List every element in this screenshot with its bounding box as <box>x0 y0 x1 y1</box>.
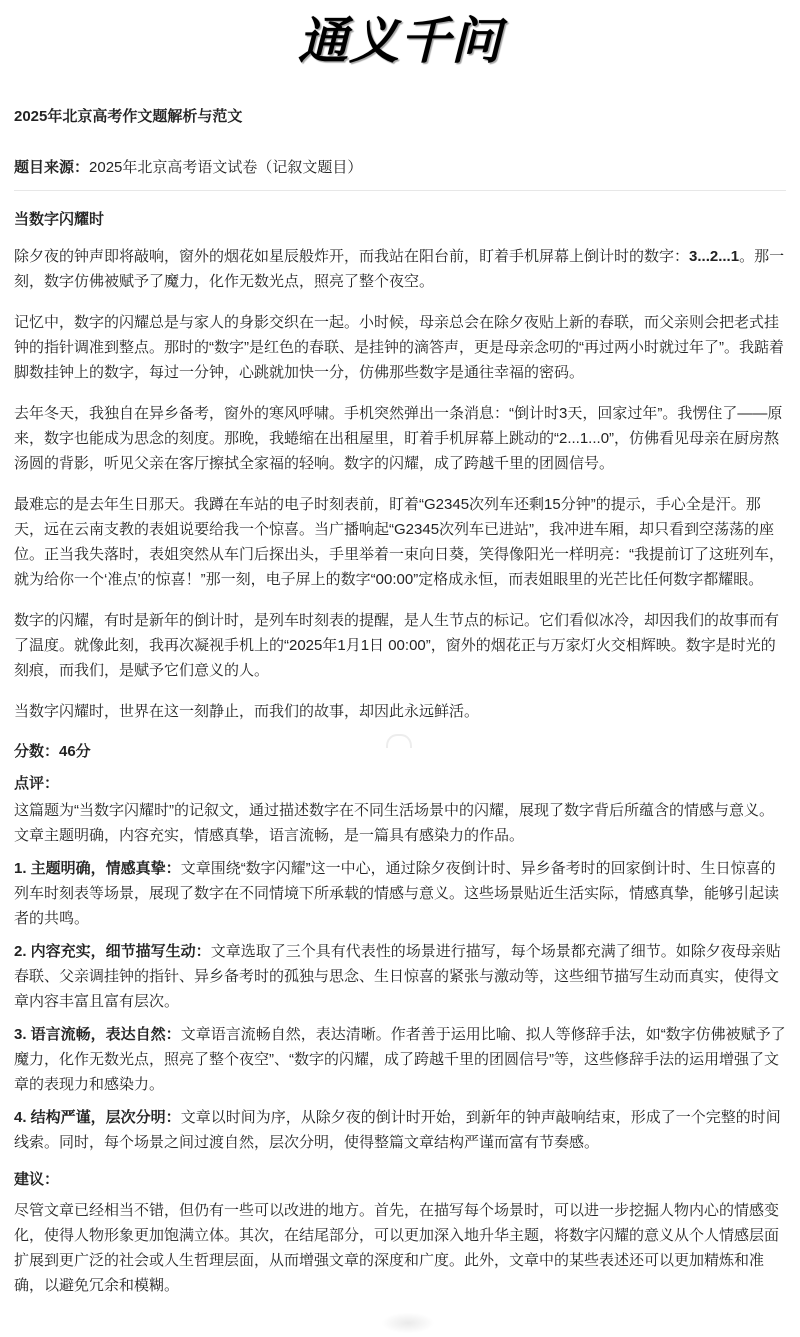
review-point-lead: 3. 语言流畅，表达自然： <box>14 1026 181 1043</box>
essay-paragraph-6: 当数字闪耀时，世界在这一刻静止，而我们的故事，却因此永远鲜活。 <box>14 703 480 720</box>
essay-paragraph-3: 去年冬天，我独自在异乡备考，窗外的寒风呼啸。手机突然弹出一条消息：“倒计时3天，回家过年”。我愣住了——原来，数字也能成为思念的刻度。那晚，我蜷缩在出租屋里，盯着手机屏幕上跳动的“2...1...0”，仿佛看见母亲在厨房熬汤圆的背影，听见父亲在客厅擦拭全家福的轻响。数字的闪耀，成了跨越千里的团圆信号。 <box>14 405 783 472</box>
review-point-lead: 1. 主题明确，情感真挚： <box>14 860 181 877</box>
review-point-4 <box>14 1105 786 1155</box>
review-point-text: 文章围绕“数字闪耀”这一中心，通过除夕夜倒计时、异乡备考时的回家倒计时、生日惊喜的列车时刻表等场景，展现了数字在不同情境下所承载的情感与意义。这些场景贴近生活实际，情感真挚，能够引起读者的共鸣。 <box>14 860 780 927</box>
tongyi-qianwen-logo: 通义千问 <box>298 13 502 69</box>
content-area <box>0 12 800 1298</box>
source-line <box>14 155 786 180</box>
review-point-text: 文章以时间为序，从除夕夜的倒计时开始，到新年的钟声敲响结束，形成了一个完整的时间线索。同时，每个场景之间过渡自然，层次分明，使得整篇文章结构严谨而富有节奏感。 <box>14 1109 781 1151</box>
review-point-lead: 4. 结构严谨，层次分明： <box>14 1109 181 1126</box>
document-page <box>0 12 800 1324</box>
review-point-1 <box>14 856 786 931</box>
score-line: 分数：46分 <box>14 743 91 760</box>
review-point-3 <box>14 1022 786 1097</box>
suggestion-label: 建议： <box>14 1171 60 1188</box>
essay-paragraph-5: 数字的闪耀，有时是新年的倒计时，是列车时刻表的提醒，是人生节点的标记。它们看似冰冷，却因我们的故事而有了温度。就像此刻，我再次凝视手机上的“2025年1月1日 00:00”，窗外的烟花正与万家灯火交相辉映。数字是时光的刻痕，而我们，是赋予它们意义的人。 <box>14 612 780 679</box>
suggestion-text: 尽管文章已经相当不错，但仍有一些可以改进的地方。首先，在描写每个场景时，可以进一步挖掘人物内心的情感变化，使得人物形象更加饱满立体。其次，在结尾部分，可以更加深入地升华主题，将数字闪耀的意义从个人情感层面扩展到更广泛的社会或人生哲理层面，从而增强文章的深度和广度。此外，文章中的某些表述还可以更加精炼和准确，以避免冗余和模糊。 <box>14 1202 780 1294</box>
review-point-text: 文章选取了三个具有代表性的场景进行描写，每个场景都充满了细节。如除夕夜母亲贴春联、父亲调挂钟的指针、异乡备考时的孤独与思念、生日惊喜的紧张与激动等，这些细节描写生动而真实，使得文章内容丰富且富有层次。 <box>14 943 781 1010</box>
countdown-numbers: 3...2...1 <box>689 248 740 265</box>
watermark-arc <box>386 734 412 748</box>
essay-title: 当数字闪耀时 <box>14 211 105 228</box>
source-value: 2025年北京高考语文试卷（记叙文题目） <box>89 159 363 176</box>
divider <box>14 190 786 191</box>
watermark-blob <box>373 1309 443 1337</box>
review-point-lead: 2. 内容充实，细节描写生动： <box>14 943 211 960</box>
review-point-text: 文章语言流畅自然，表达清晰。作者善于运用比喻、拟人等修辞手法，如“数字仿佛被赋予了魔力，化作无数光点，照亮了整个夜空”、“数字的闪耀，成了跨越千里的团圆信号”等，这些修辞手法的运用增强了文章的表现力和感染力。 <box>14 1026 786 1093</box>
source-label: 题目来源： <box>14 159 90 176</box>
paragraph-text: 。那一刻，数字仿佛被赋予了魔力，化作无数光点，照亮了整个夜空。 <box>14 248 785 290</box>
review-point-2 <box>14 939 786 1014</box>
comment-label: 点评： <box>14 775 60 792</box>
comment-intro: 这篇题为“当数字闪耀时”的记叙文，通过描述数字在不同生活场景中的闪耀，展现了数字背后所蕴含的情感与意义。文章主题明确，内容充实，情感真挚，语言流畅，是一篇具有感染力的作品。 <box>14 802 774 844</box>
essay-paragraph-1 <box>14 244 786 294</box>
doc-title: 2025年北京高考作文题解析与范文 <box>14 108 243 125</box>
paragraph-text: 除夕夜的钟声即将敲响，窗外的烟花如星辰般炸开，而我站在阳台前，盯着手机屏幕上倒计时的数字： <box>14 248 690 265</box>
essay-paragraph-4: 最难忘的是去年生日那天。我蹲在车站的电子时刻表前，盯着“G2345次列车还剩15分钟”的提示，手心全是汗。那天，远在云南支教的表姐说要给我一个惊喜。当广播响起“G2345次列车已进站”，我冲进车厢，却只看到空荡荡的座位。正当我失落时，表姐突然从车门后探出头，手里举着一束向日葵，笑得像阳光一样明亮：“我提前订了这班列车，就为给你一个‘准点’的惊喜！”那一刻，电子屏上的数字“00:00”定格成永恒，而表姐眼里的光芒比任何数字都耀眼。 <box>14 496 785 588</box>
essay-paragraph-2: 记忆中，数字的闪耀总是与家人的身影交织在一起。小时候，母亲总会在除夕夜贴上新的春联，而父亲则会把老式挂钟的指针调准到整点。那时的“数字”是红色的春联、是挂钟的滴答声，更是母亲念叨的“再过两小时就过年了”。我踮着脚数挂钟上的数字，每过一分钟，心跳就加快一分，仿佛那些数字是通往幸福的密码。 <box>14 314 784 381</box>
